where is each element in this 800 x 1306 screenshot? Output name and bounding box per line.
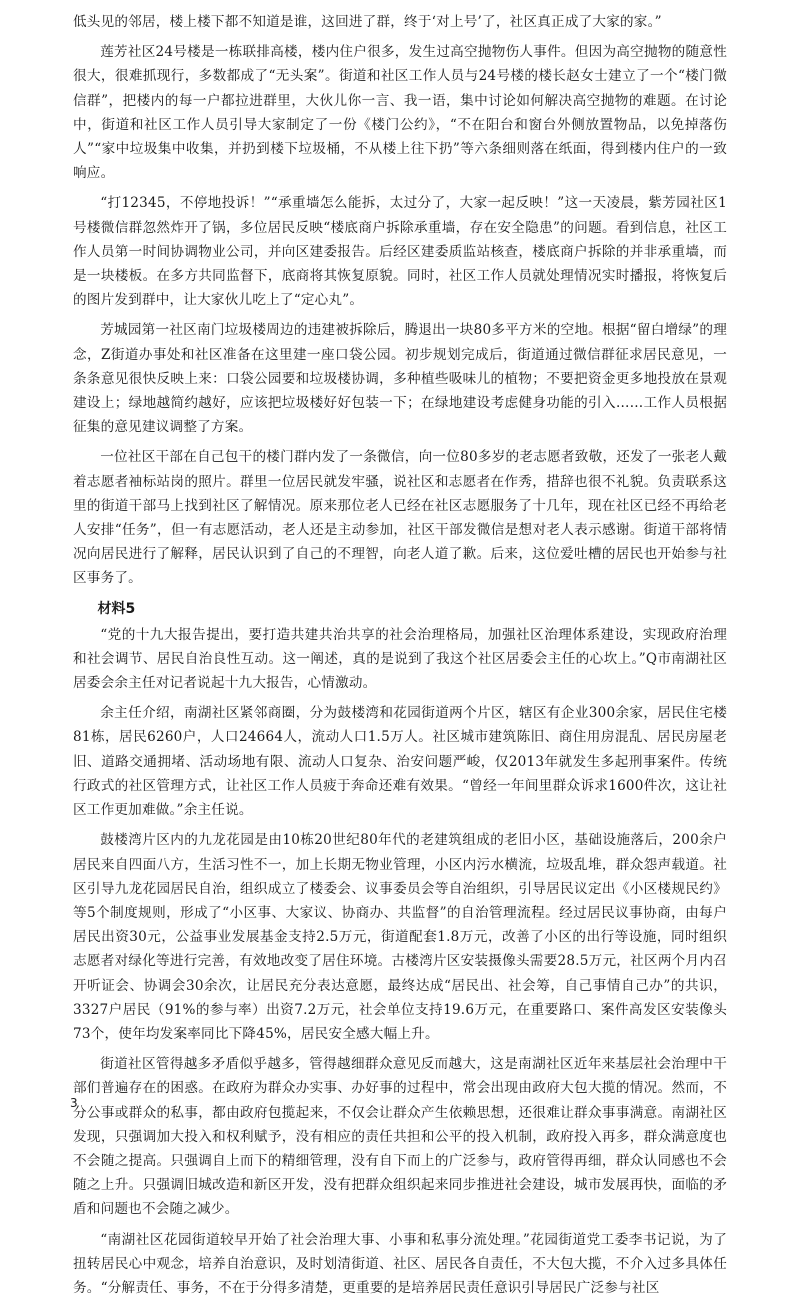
paragraph: “南湖社区花园街道较早开始了社会治理大事、小事和私事分流处理。”花园街道党工委李书记说，为了扭转居民心中观念，培养自治意识，及时划清街道、社区、居民各自责任，不大包大揽，不介入过多具体任务。“分解责任、事务，不在于分得多清楚，更重要的是培养居民责任意识引导居民广泛参与社区 — [73, 1231, 727, 1296]
paragraph: 莲芳社区24号楼是一栋联排高楼，楼内住户很多，发生过高空抛物伤人事件。但因为高空抛物的随意性很大，很难抓现行，多数都成了“无头案”。街道和社区工作人员与24号楼的楼长赵女士建立了一个“楼门微信群”，把楼内的每一户都拉进群里，大伙儿你一言、我一语，集中讨论如何解决高空抛物的难题。在讨论中，街道和社区工作人员引导大家制定了一份《楼门公约》，“不在阳台和窗台外侧放置物品，以免掉落伤人”“家中垃圾集中收集，并扔到楼下垃圾桶，不从楼上往下扔”等六条细则落在纸面，得到楼内住户的一致响应。 — [73, 44, 727, 182]
document-page — [73, 10, 727, 1306]
paragraph: “党的十九大报告提出，要打造共建共治共享的社会治理格局，加强社区治理体系建设，实现政府治理和社会调节、居民自治良性互动。这一阐述，真的是说到了我这个社区居委会主任的心坎上。”Q市南湖社区居委会余主任对记者说起十九大报告，心情激动。 — [73, 626, 727, 692]
paragraph: 低头见的邻居，楼上楼下都不知道是谁，这回进了群，终于‘对上号’了，社区真正成了大家的家。” — [73, 14, 662, 30]
paragraph: 街道社区管得越多矛盾似乎越多，管得越细群众意见反而越大，这是南湖社区近年来基层社会治理中干部们普遍存在的困惑。在政府为群众办实事、办好事的过程中，常会出现由政府大包大揽的情况。然而，不分公事或群众的私事，都由政府包揽起来，不仅会让群众产生依赖思想，还很难让群众事事满意。南湖社区发现，只强调加大投入和权利赋予，没有相应的责任共担和公平的投入机制，政府投入再多，群众满意度也不会随之提高。只强调自上而下的精细管理，没有自下而上的广泛参与，政府管得再细，群众认同感也不会随之上升。只强调旧城改造和新区开发，没有把群众组织起来同步推进社会建设，城市发展再快，面临的矛盾和问题也不会随之减少。 — [73, 1056, 727, 1218]
section-heading: 材料5 — [97, 600, 136, 617]
paragraph: 芳城园第一社区南门垃圾楼周边的违建被拆除后，腾退出一块80多平方米的空地。根据“留白增绿”的理念，Z街道办事处和社区准备在这里建一座口袋公园。初步规划完成后，街道通过微信群征求居民意见，一条条意见很快反映上来：口袋公园要和垃圾楼协调，多种植些吸味儿的植物；不要把资金更多地投放在景观建设上；绿地越简约越好，应该把垃圾楼好好包装一下；在绿地建设考虑健身功能的引入……工作人员根据征集的意见建议调整了方案。 — [73, 322, 727, 436]
paragraph: 一位社区干部在自己包干的楼门群内发了一条微信，向一位80多岁的老志愿者致敬，还发了一张老人戴着志愿者袖标站岗的照片。群里一位居民就发牢骚，说社区和志愿者在作秀，措辞也很不礼貌。负责联系这里的街道干部马上找到社区了解情况。原来那位老人已经在社区志愿服务了十几年，现在社区已经不再给老人安排“任务”，但一有志愿活动，老人还是主动参加，社区干部发微信是想对老人表示感谢。街道干部将情况向居民进行了解释，居民认识到了自己的不理智，向老人道了歉。后来，这位爱吐槽的居民也开始参与社区事务了。 — [73, 449, 727, 587]
paragraph: 余主任介绍，南湖社区紧邻商圈，分为鼓楼湾和花园街道两个片区，辖区有企业300余家，居民住宅楼81栋，居民6260户，人口24664人，流动人口1.5万人。社区城市建筑陈旧、商住用房混乱、居民房屋老旧、道路交通拥堵、活动场地有限、流动人口复杂、治安问题严峻，仅2013年就发生多起刑事案件。传统行政式的社区管理方式，让社区工作人员疲于奔命还难有效果。“曾经一年间里群众诉求1600件次，这让社区工作更加难做。”余主任说。 — [73, 705, 727, 819]
page-number: 3 — [70, 1096, 78, 1110]
paragraph: 鼓楼湾片区内的九龙花园是由10栋20世纪80年代的老建筑组成的老旧小区，基础设施落后，200余户居民来自四面八方，生活习性不一，加上长期无物业管理，小区内污水横流，垃圾乱堆，群众怨声载道。社区引导九龙花园居民自治，组织成立了楼委会、议事委员会等自治组织，引导居民议定出《小区楼规民约》等5个制度规则，形成了“小区事、大家议、协商办、共监督”的自治管理流程。经过居民议事协商，由每户居民出资30元，公益事业发展基金支持2.5万元，街道配套1.8万元，改善了小区的出行等设施，同时组织志愿者对绿化等进行完善，有效地改变了居住环境。古楼湾片区安装摄像头需要28.5万元，社区两个月内召开听证会、协调会30余次，让居民充分表达意愿，最终达成“居民出、社会筹，自己事情自己办”的共识，3327户居民（91%的参与率）出资7.2万元，社会单位支持19.6万元，在重要路口、案件高发区安装像头73个，使年均发案率同比下降45%，居民安全感大幅上升。 — [73, 832, 727, 1042]
paragraph: “打12345，不停地投诉！”“承重墙怎么能拆，太过分了，大家一起反映！”这一天凌晨，紫芳园社区1号楼微信群忽然炸开了锅，多位居民反映“楼底商户拆除承重墙，存在安全隐患”的问题。看到信息，社区工作人员第一时间协调物业公司，并向区建委报告。后经区建委质监站核查，楼底商户拆除的并非承重墙，而是一块楼板。在多方共同监督下，底商将其恢复原貌。同时，社区工作人员就处理情况实时播报，将恢复后的图片发到群中，让大家伙儿吃上了“定心丸”。 — [73, 195, 727, 309]
